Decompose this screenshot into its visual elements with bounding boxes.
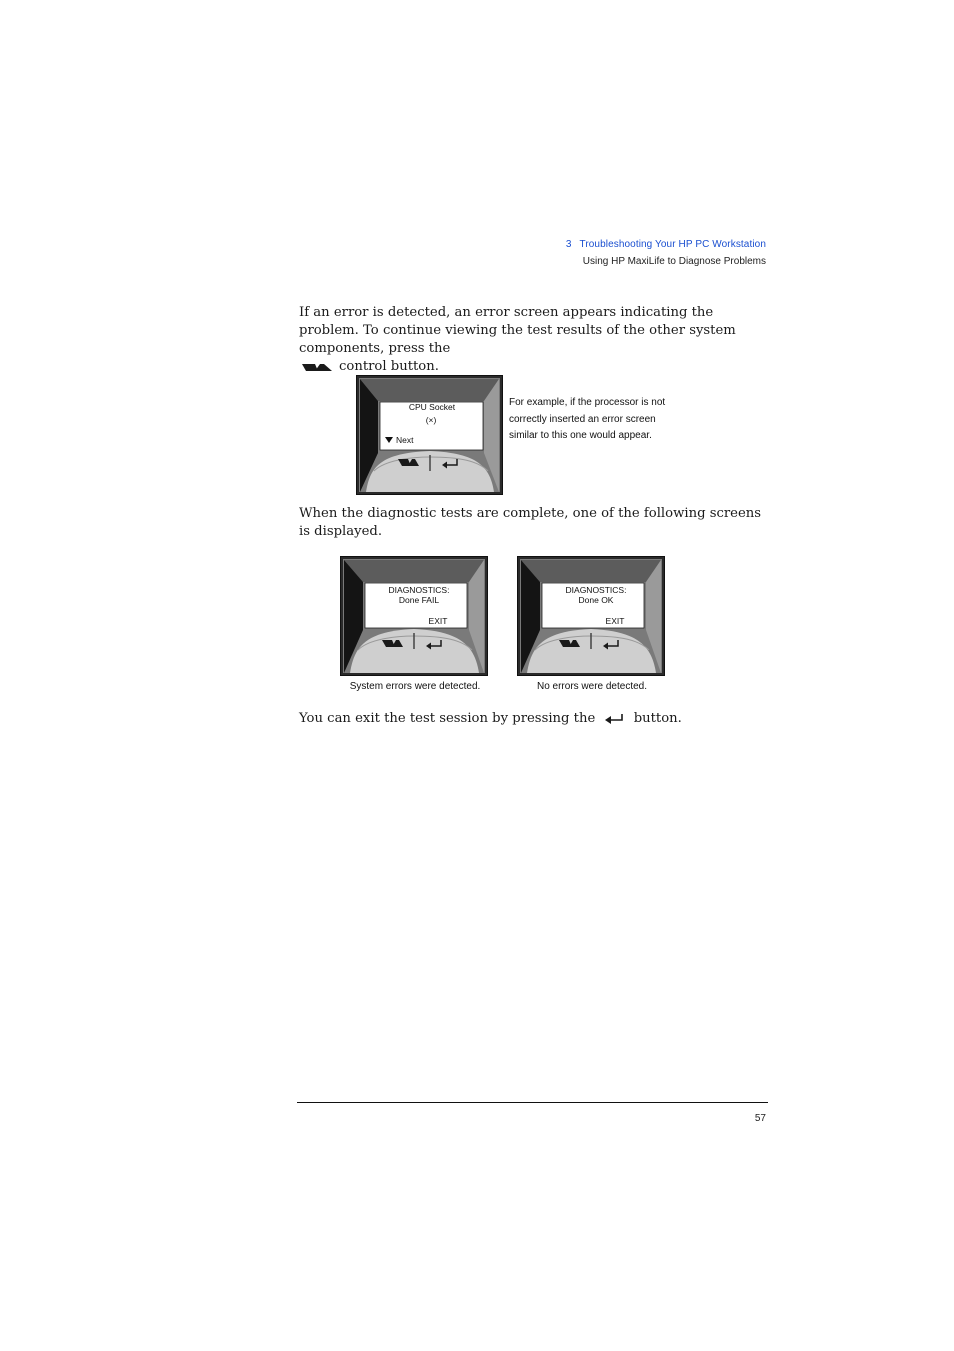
chapter-number: 3 — [565, 239, 572, 250]
para3-text: You can exit the test session by pressing the — [299, 711, 596, 726]
error-screen-caption: For example, if the processor is not correctly inserted an error screen similar to this one would appear. — [509, 397, 666, 441]
maxilife-fail-screen-figure — [340, 556, 488, 676]
lcd-exit-label: EXIT — [605, 616, 625, 626]
paragraph-error-screen — [299, 304, 769, 376]
next-control-icon — [301, 361, 333, 373]
lcd-line-diagnostics: DIAGNOSTICS: — [388, 585, 450, 595]
maxilife-error-screen-figure — [356, 375, 503, 495]
para3-text-end: button. — [633, 711, 682, 726]
maxilife-ok-screen-figure — [517, 556, 665, 676]
lcd-next-label: Next — [396, 435, 414, 445]
paragraph-tests-complete: When the diagnostic tests are complete, one of the following screens is displayed. — [299, 506, 762, 539]
enter-arrow-icon — [604, 713, 626, 725]
running-header-chapter — [566, 239, 766, 250]
paragraph-exit-session — [299, 710, 769, 728]
lcd-line-diagnostics: DIAGNOSTICS: — [565, 585, 627, 595]
page-number: 57 — [754, 1113, 766, 1124]
footer-rule — [297, 1102, 768, 1103]
fail-screen-caption: System errors were detected. — [349, 681, 481, 692]
para1-text: If an error is detected, an error screen appears indicating the problem. To continue viewing the test results of the other system components, press the — [299, 305, 736, 356]
lcd-exit-label: EXIT — [428, 616, 448, 626]
lcd-line-done-ok: Done OK — [578, 595, 614, 605]
para1-text-end: control button. — [339, 359, 439, 374]
chapter-title: Troubleshooting Your HP PC Workstation — [579, 239, 766, 250]
running-header-section: Using HP MaxiLife to Diagnose Problems — [582, 256, 766, 267]
lcd-line-done-fail: Done FAIL — [398, 595, 440, 605]
ok-screen-caption: No errors were detected. — [536, 681, 648, 692]
lcd-error-symbol: (×) — [425, 415, 437, 425]
lcd-line-cpu-socket: CPU Socket — [408, 402, 456, 412]
